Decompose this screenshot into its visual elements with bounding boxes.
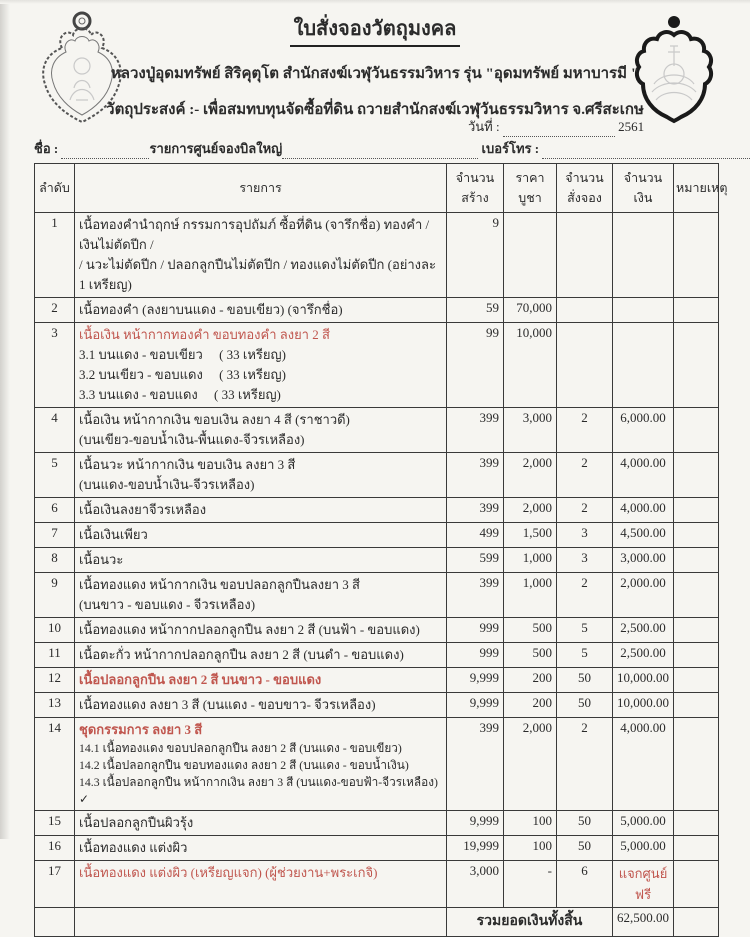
quantity-made-cell: 399: [447, 498, 504, 523]
amount-cell: 2,500.00: [613, 618, 674, 643]
price-cell: 100: [504, 811, 557, 836]
remark-cell: [674, 693, 719, 718]
remark-cell: [674, 453, 719, 498]
quantity-ordered-cell: 6: [557, 861, 613, 908]
row-number-cell: 12: [35, 668, 75, 693]
amount-cell: 10,000.00: [613, 693, 674, 718]
row-number-cell: 14: [35, 718, 75, 811]
quantity-made-cell: 399: [447, 718, 504, 811]
table-row: [35, 573, 719, 618]
item-line: 14.1 เนื้อทองแดง ขอบปลอกลูกปืน ลงยา 2 สี (บนแดง - ขอบเขียว): [79, 741, 402, 755]
row-number-cell: 4: [35, 408, 75, 453]
price-cell: 2,000: [504, 453, 557, 498]
price-cell: 100: [504, 836, 557, 861]
price-cell: 1,000: [504, 573, 557, 618]
item-line: เนื้อตะกั่ว หน้ากากปลอกลูกปืน ลงยา 2 สี (บนดำ - ขอบแดง): [79, 647, 404, 662]
quantity-ordered-cell: [557, 298, 613, 323]
quantity-made-cell: 999: [447, 643, 504, 668]
item-cell: [75, 573, 447, 618]
quantity-ordered-cell: 5: [557, 643, 613, 668]
table-row: [35, 523, 719, 548]
table-row: [35, 836, 719, 861]
quantity-made-cell: 99: [447, 323, 504, 408]
item-line: เนื้อทองแดง ลงยา 3 สี (บนแดง - ขอบขาว- จีวรเหลือง): [79, 697, 376, 712]
name-value: รายการศูนย์จองบิลใหญ่: [149, 141, 283, 156]
item-line: 3.1 บนแดง - ขอบเขียว ( 33 เหรียญ): [79, 347, 286, 362]
table-row: [35, 643, 719, 668]
subtitle-line2: วัตถุประสงค์ :- เพื่อสมทบทุนจัดซื้อที่ดิน ถวายสำนักสงฆ์เวฬุวันธรรมวิหาร จ.ศรีสะเกษ: [106, 102, 644, 118]
remark-cell: [674, 298, 719, 323]
item-line: / นวะไม่ตัดปีก / ปลอกลูกปืนไม่ตัดปีก / ทองแดงไม่ตัดปีก (อย่างละ 1 เหรียญ): [79, 257, 436, 292]
quantity-made-cell: 59: [447, 298, 504, 323]
table-row: [35, 298, 719, 323]
price-cell: 500: [504, 643, 557, 668]
item-line: 3.2 บนเขียว - ขอบแดง ( 33 เหรียญ): [79, 367, 286, 382]
quantity-made-cell: 9,999: [447, 668, 504, 693]
row-number-cell: 3: [35, 323, 75, 408]
amount-cell: [613, 323, 674, 408]
price-cell: [504, 213, 557, 298]
table-row: [35, 618, 719, 643]
quantity-ordered-cell: 2: [557, 453, 613, 498]
price-cell: 200: [504, 668, 557, 693]
table-row: [35, 408, 719, 453]
table-header-row: [35, 164, 719, 213]
quantity-ordered-cell: 2: [557, 498, 613, 523]
remark-cell: [674, 861, 719, 908]
amount-cell: 4,000.00: [613, 718, 674, 811]
row-number-cell: 11: [35, 643, 75, 668]
page-title: ใบสั่งจองวัตถุมงคล: [290, 12, 461, 47]
item-cell: [75, 298, 447, 323]
document-header: [0, 6, 750, 121]
amount-cell: 6,000.00: [613, 408, 674, 453]
date-year: 2561: [618, 119, 645, 134]
item-cell: [75, 618, 447, 643]
remark-cell: [674, 643, 719, 668]
item-line: เนื้อนวะ หน้ากากเงิน ขอบเงิน ลงยา 3 สี: [79, 457, 296, 472]
name-blank-field-2[interactable]: [282, 145, 478, 159]
item-line: เนื้อเงินเพียว: [79, 527, 148, 542]
price-cell: 2,000: [504, 718, 557, 811]
item-cell: [75, 548, 447, 573]
quantity-made-cell: 19,999: [447, 836, 504, 861]
item-line: (บนเขียว-ขอบน้ำเงิน-พื้นแดง-จีวรเหลือง): [79, 432, 305, 447]
column-header: รายการ: [75, 164, 447, 213]
item-line: เนื้อปลอกลูกปืน ลงยา 2 สี บนขาว - ขอบแดง: [79, 672, 322, 687]
amount-cell: 10,000.00: [613, 668, 674, 693]
remark-cell: [674, 718, 719, 811]
item-line: เนื้อทองแดง หน้ากากปลอกลูกปืน ลงยา 2 สี (บนฟ้า - ขอบแดง): [79, 622, 420, 637]
quantity-ordered-cell: [557, 213, 613, 298]
price-cell: -: [504, 861, 557, 908]
amount-cell: 5,000.00: [613, 836, 674, 861]
item-cell: [75, 323, 447, 408]
name-blank-field[interactable]: [61, 145, 149, 159]
row-number-cell: 7: [35, 523, 75, 548]
quantity-made-cell: 999: [447, 618, 504, 643]
total-amount: 62,500.00: [613, 908, 674, 937]
row-number-cell: 10: [35, 618, 75, 643]
item-line: 14.3 เนื้อปลอกลูกปืน หน้ากากเงิน ลงยา 3 สี (บนแดง-ขอบฟ้า-จีวรเหลือง) ✓: [79, 775, 438, 806]
item-cell: [75, 408, 447, 453]
price-cell: 1,500: [504, 523, 557, 548]
row-number-cell: 15: [35, 811, 75, 836]
table-row: [35, 861, 719, 908]
remark-cell: [674, 548, 719, 573]
row-number-cell: 5: [35, 453, 75, 498]
table-row: [35, 811, 719, 836]
quantity-ordered-cell: 50: [557, 836, 613, 861]
price-cell: 3,000: [504, 408, 557, 453]
quantity-made-cell: 499: [447, 523, 504, 548]
row-number-cell: 16: [35, 836, 75, 861]
total-label: รวมยอดเงินทั้งสิ้น: [447, 908, 613, 937]
quantity-made-cell: 9: [447, 213, 504, 298]
amount-cell: 4,500.00: [613, 523, 674, 548]
quantity-made-cell: 399: [447, 453, 504, 498]
table-row: [35, 323, 719, 408]
quantity-made-cell: 9,999: [447, 693, 504, 718]
item-line: (บนขาว - ขอบแดง - จีวรเหลือง): [79, 597, 256, 612]
table-row: [35, 213, 719, 298]
item-line: ชุดกรรมการ ลงยา 3 สี: [79, 722, 203, 737]
column-header: จำนวนสั่งจอง: [557, 164, 613, 213]
table-row: [35, 718, 719, 811]
column-header: ลำดับ: [35, 164, 75, 213]
item-line: เนื้อทองแดง หน้ากากเงิน ขอบปลอกลูกปืนลงยา 3 สี: [79, 577, 360, 592]
item-cell: [75, 523, 447, 548]
table-row: [35, 453, 719, 498]
price-cell: 70,000: [504, 298, 557, 323]
row-number-cell: 9: [35, 573, 75, 618]
order-table: [34, 163, 728, 937]
phone-blank-field[interactable]: [542, 145, 750, 159]
item-line: เนื้อทองแดง แต่งผิว: [79, 840, 188, 855]
remark-cell: [674, 573, 719, 618]
table-row: [35, 668, 719, 693]
row-number-cell: 2: [35, 298, 75, 323]
item-line: เนื้อทองคำ (ลงยาบนแดง - ขอบเขียว) (จารึกชื่อ): [79, 302, 343, 317]
total-empty-item: [75, 908, 447, 937]
item-line: เนื้อนวะ: [79, 552, 124, 567]
item-cell: [75, 718, 447, 811]
price-cell: 200: [504, 693, 557, 718]
total-empty-remark: [674, 908, 719, 937]
scan-edge: [0, 0, 10, 839]
item-line: 14.2 เนื้อปลอกลูกปืน ขอบทองแดง ลงยา 2 สี (บนแดง - ขอบน้ำเงิน): [79, 758, 409, 772]
row-number-cell: 8: [35, 548, 75, 573]
column-header: ราคาบูชา: [504, 164, 557, 213]
table-row: [35, 548, 719, 573]
phone-label: เบอร์โทร :: [481, 141, 540, 156]
amount-cell: 4,000.00: [613, 453, 674, 498]
item-line: เนื้อทองคำนำฤกษ์ กรรมการอุปถัมภ์ ซื้อที่ดิน (จารึกชื่อ) ทองคำ / เงินไม่ตัดปีก /: [79, 217, 430, 252]
amount-cell: 3,000.00: [613, 548, 674, 573]
date-label: วันที่ :: [468, 119, 500, 134]
row-number-cell: 13: [35, 693, 75, 718]
item-line: เนื้อปลอกลูกปืนผิวรุ้ง: [79, 815, 194, 830]
amount-cell: 2,500.00: [613, 643, 674, 668]
quantity-ordered-cell: 50: [557, 668, 613, 693]
item-line: เนื้อเงินลงยาจีวรเหลือง: [79, 502, 207, 517]
item-cell: [75, 498, 447, 523]
item-line: (บนแดง-ขอบน้ำเงิน-จีวรเหลือง): [79, 477, 255, 492]
item-cell: [75, 811, 447, 836]
amount-cell: [613, 213, 674, 298]
quantity-made-cell: 399: [447, 408, 504, 453]
remark-cell: [674, 618, 719, 643]
table-row: [35, 498, 719, 523]
total-row: [35, 908, 719, 937]
row-number-cell: 1: [35, 213, 75, 298]
price-cell: 2,000: [504, 498, 557, 523]
remark-cell: [674, 668, 719, 693]
remark-cell: [674, 498, 719, 523]
item-line: 3.3 บนแดง - ขอบแดง ( 33 เหรียญ): [79, 387, 281, 402]
remark-cell: [674, 323, 719, 408]
item-line: เนื้อทองแดง แต่งผิว (เหรียญแจก) (ผู้ช่วยงาน+พระเกจิ): [79, 865, 378, 880]
date-line: [468, 116, 644, 137]
quantity-ordered-cell: 5: [557, 618, 613, 643]
remark-cell: [674, 811, 719, 836]
price-cell: 500: [504, 618, 557, 643]
price-cell: 10,000: [504, 323, 557, 408]
quantity-ordered-cell: 2: [557, 573, 613, 618]
quantity-ordered-cell: 3: [557, 548, 613, 573]
row-number-cell: 17: [35, 861, 75, 908]
amount-cell: [613, 298, 674, 323]
quantity-made-cell: 599: [447, 548, 504, 573]
date-blank-field[interactable]: [503, 123, 615, 137]
amount-cell: 4,000.00: [613, 498, 674, 523]
quantity-made-cell: 399: [447, 573, 504, 618]
price-cell: 1,000: [504, 548, 557, 573]
item-cell: [75, 668, 447, 693]
item-cell: [75, 861, 447, 908]
amount-cell: 5,000.00: [613, 811, 674, 836]
item-cell: [75, 836, 447, 861]
column-header: จำนวนสร้าง: [447, 164, 504, 213]
item-cell: [75, 693, 447, 718]
quantity-made-cell: 9,999: [447, 811, 504, 836]
total-empty-no: [35, 908, 75, 937]
quantity-ordered-cell: 3: [557, 523, 613, 548]
item-line: เนื้อเงิน หน้ากากเงิน ขอบเงิน ลงยา 4 สี (ราชาวดี): [79, 412, 350, 427]
remark-cell: [674, 213, 719, 298]
subtitle-line1: หลวงปู่อุดมทรัพย์ สิริคุตุโต สำนักสงฆ์เวฬุวันธรรมวิหาร รุ่น "อุดมทรัพย์ มหาบารมี ": [110, 66, 640, 82]
item-cell: [75, 213, 447, 298]
scan-edge-top: [0, 0, 750, 4]
quantity-ordered-cell: 2: [557, 408, 613, 453]
table-row: [35, 693, 719, 718]
item-cell: [75, 643, 447, 668]
column-header: หมายเหตุ: [674, 164, 719, 213]
name-phone-line: [34, 138, 720, 159]
quantity-ordered-cell: 50: [557, 811, 613, 836]
amount-cell: แจกศูนย์ฟรี: [613, 861, 674, 908]
item-line: เนื้อเงิน หน้ากากทองคำ ขอบทองคำ ลงยา 2 สี: [79, 327, 330, 342]
quantity-ordered-cell: 2: [557, 718, 613, 811]
row-number-cell: 6: [35, 498, 75, 523]
remark-cell: [674, 523, 719, 548]
remark-cell: [674, 408, 719, 453]
amount-cell: 2,000.00: [613, 573, 674, 618]
remark-cell: [674, 836, 719, 861]
name-label: ชื่อ :: [34, 141, 59, 156]
quantity-ordered-cell: 50: [557, 693, 613, 718]
quantity-made-cell: 3,000: [447, 861, 504, 908]
quantity-ordered-cell: [557, 323, 613, 408]
column-header: จำนวนเงิน: [613, 164, 674, 213]
item-cell: [75, 453, 447, 498]
